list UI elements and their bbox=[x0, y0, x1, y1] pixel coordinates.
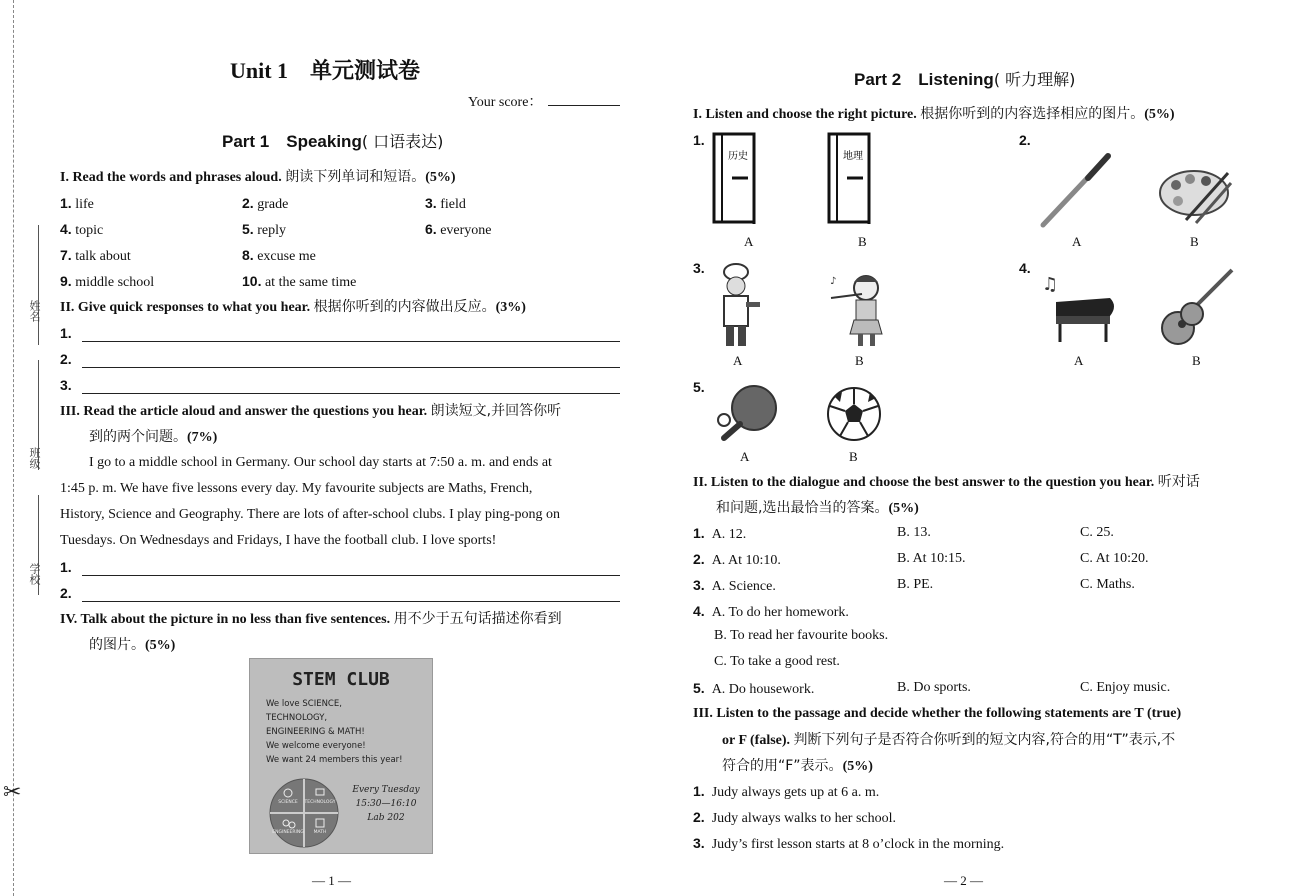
mc-num: 2. bbox=[693, 551, 705, 567]
poster-line: We want 24 members this year! bbox=[266, 755, 403, 765]
listening-sec2-heading-cont bbox=[716, 495, 919, 522]
stem-club-poster bbox=[249, 658, 433, 854]
book-a-title: 历史 bbox=[728, 151, 748, 162]
part1-title-en: Part 1 Speaking bbox=[222, 132, 362, 151]
mc-question bbox=[693, 525, 746, 543]
word-item bbox=[425, 195, 466, 213]
mc-num: 1. bbox=[693, 525, 705, 541]
answer-num: 1. bbox=[60, 325, 72, 341]
answer-line[interactable] bbox=[82, 601, 620, 602]
sec1-heading-cn: 朗读下列单词和短语。 bbox=[285, 169, 426, 185]
part2-title bbox=[854, 65, 1075, 90]
word-text: life bbox=[75, 197, 94, 212]
word-num: 6. bbox=[425, 221, 437, 237]
svg-text:♪: ♪ bbox=[830, 276, 837, 287]
word-text: at the same time bbox=[264, 275, 357, 290]
poster-line: We love SCIENCE, bbox=[266, 699, 342, 709]
sec3-heading-cn: 朗读短文,并回答你听 bbox=[430, 403, 562, 419]
palette-icon bbox=[1156, 165, 1236, 225]
word-text: reply bbox=[257, 223, 286, 238]
word-num: 2. bbox=[242, 195, 254, 211]
binding-line-name bbox=[38, 225, 39, 345]
mc-option-c: C. Enjoy music. bbox=[1080, 680, 1171, 695]
tf-statement bbox=[693, 783, 879, 801]
l-sec2-heading-en: II. Listen to the dialogue and choose the best answer to the question you hear. bbox=[693, 475, 1155, 490]
piano-icon bbox=[1040, 268, 1120, 344]
sec2-heading-cn: 根据你听到的内容做出反应。 bbox=[313, 299, 496, 315]
listening-sec1-heading bbox=[693, 101, 1175, 128]
speaking-sec4-heading-cont bbox=[89, 632, 175, 659]
sec3-score: (7%) bbox=[187, 430, 218, 445]
listening-sec2-heading bbox=[693, 469, 1200, 496]
tf-statement bbox=[693, 835, 1004, 853]
answer-num: 1. bbox=[60, 559, 72, 575]
word-text: topic bbox=[75, 223, 104, 238]
l-sec3-heading-en2: or F (false). bbox=[722, 733, 791, 748]
tf-text: Judy always walks to her school. bbox=[711, 811, 896, 826]
schedule-line: Lab 202 bbox=[367, 813, 405, 823]
ping-pong-icon bbox=[712, 382, 780, 444]
pic-label-a: A bbox=[1074, 353, 1084, 368]
pic-question-num: 5. bbox=[693, 379, 705, 395]
pic-label-a: A bbox=[733, 353, 743, 368]
part1-title bbox=[222, 127, 443, 152]
word-text: field bbox=[440, 197, 466, 212]
pic-question-num: 2. bbox=[1019, 132, 1031, 148]
answer-line[interactable] bbox=[82, 393, 620, 394]
score-field[interactable] bbox=[548, 105, 620, 106]
speaking-sec3-heading bbox=[60, 398, 622, 425]
word-text: everyone bbox=[440, 223, 492, 238]
listening-sec3-heading bbox=[693, 701, 1181, 727]
tf-num: 2. bbox=[693, 809, 705, 825]
cut-line bbox=[13, 0, 14, 896]
pic-label-a: A bbox=[740, 449, 750, 464]
part1-title-cn: ( 口语表达) bbox=[361, 132, 444, 151]
quadrant-label: MATH bbox=[313, 830, 327, 835]
pic-question-num: 1. bbox=[693, 132, 705, 148]
word-num: 1. bbox=[60, 195, 72, 211]
poster-schedule bbox=[348, 783, 424, 825]
svg-text:♫: ♫ bbox=[1042, 274, 1059, 295]
l-sec2-heading-cn2: 和问题,选出最恰当的答案。 bbox=[716, 500, 889, 516]
mc-option-b: B. PE. bbox=[897, 577, 934, 592]
tf-num: 1. bbox=[693, 783, 705, 799]
word-num: 9. bbox=[60, 273, 72, 289]
word-item bbox=[425, 221, 492, 239]
l-sec1-heading-en: I. Listen and choose the right picture. bbox=[693, 107, 917, 122]
article-line: 1:45 p. m. We have five lessons every day. My favourite subjects are Maths, French, bbox=[60, 481, 533, 496]
mc-num: 3. bbox=[693, 577, 705, 593]
mc-option-c: C. Maths. bbox=[1080, 577, 1135, 592]
word-text: grade bbox=[257, 197, 289, 212]
mc-option-c: C. 25. bbox=[1080, 525, 1114, 540]
l-sec2-score: (5%) bbox=[888, 501, 919, 516]
tf-statement bbox=[693, 809, 896, 827]
word-text: excuse me bbox=[257, 249, 316, 264]
word-text: talk about bbox=[75, 249, 131, 264]
chef-icon bbox=[710, 262, 762, 350]
word-num: 5. bbox=[242, 221, 254, 237]
word-item bbox=[242, 247, 316, 265]
word-num: 7. bbox=[60, 247, 72, 263]
answer-num: 3. bbox=[60, 377, 72, 393]
mc-option-a: A. Science. bbox=[711, 579, 776, 594]
poster-text bbox=[266, 697, 403, 767]
score-label: Your score： bbox=[468, 95, 543, 110]
word-item bbox=[242, 273, 356, 291]
sec4-score: (5%) bbox=[145, 638, 176, 653]
speaking-sec1-heading bbox=[60, 164, 456, 191]
margin-label-school: 学校 bbox=[28, 563, 41, 585]
scissors-icon: ✂ bbox=[3, 780, 22, 805]
tf-num: 3. bbox=[693, 835, 705, 851]
pic-label-b: B bbox=[849, 449, 858, 464]
stem-circle-icon bbox=[268, 777, 340, 849]
mc-option-a: A. 12. bbox=[711, 527, 747, 542]
pic-label-b: B bbox=[855, 353, 864, 368]
l-sec1-score: (5%) bbox=[1144, 107, 1175, 122]
sec1-heading-en: I. Read the words and phrases aloud. bbox=[60, 170, 282, 185]
listening-sec3-heading-cont2 bbox=[722, 753, 873, 780]
book-b-title: 地理 bbox=[843, 151, 863, 162]
word-item bbox=[60, 221, 103, 239]
pic-label-a: A bbox=[1072, 234, 1082, 249]
speaking-sec3-heading-cont bbox=[89, 424, 217, 451]
word-item bbox=[242, 195, 288, 213]
sec4-heading-cn2: 的图片。 bbox=[89, 637, 145, 653]
mc-question bbox=[693, 603, 849, 621]
part2-title-en: Part 2 Listening bbox=[854, 70, 994, 89]
l-sec3-heading-en: III. Listen to the passage and decide whether the following statements are T (true) bbox=[693, 706, 1182, 721]
part2-title-cn: ( 听力理解) bbox=[993, 70, 1076, 89]
mc-question bbox=[693, 680, 814, 698]
poster-title: STEM CLUB bbox=[292, 669, 390, 690]
word-item bbox=[60, 195, 94, 213]
mc-option-a: A. At 10:10. bbox=[711, 553, 781, 568]
mc-option-a: A. To do her homework. bbox=[711, 605, 849, 620]
quadrant-label: ENGINEERING bbox=[272, 830, 304, 835]
pic-question-num: 3. bbox=[693, 260, 705, 276]
mc-question bbox=[693, 551, 781, 569]
mc-option-a: A. Do housework. bbox=[711, 682, 815, 697]
l-sec1-heading-cn: 根据你听到的内容选择相应的图片。 bbox=[920, 106, 1145, 122]
sec4-heading-cn: 用不少于五句话描述你看到 bbox=[393, 611, 562, 627]
sec3-heading-cn2: 到的两个问题。 bbox=[89, 429, 187, 445]
poster-line: TECHNOLOGY, bbox=[266, 713, 328, 723]
mc-option-c: C. To take a good rest. bbox=[714, 654, 840, 669]
girl-flute-icon bbox=[826, 272, 892, 348]
margin-label-class: 班级 bbox=[28, 447, 41, 469]
word-num: 8. bbox=[242, 247, 254, 263]
sec4-heading-en: IV. Talk about the picture in no less than five sentences. bbox=[60, 612, 391, 627]
page-number-2: — 2 — bbox=[944, 873, 983, 888]
word-item bbox=[242, 221, 286, 239]
poster-line: We welcome everyone! bbox=[266, 741, 366, 751]
word-text: middle school bbox=[75, 275, 155, 290]
mc-question bbox=[693, 577, 776, 595]
pic-label-b: B bbox=[1190, 234, 1199, 249]
word-num: 10. bbox=[242, 273, 262, 289]
l-sec3-heading-cn2: 符合的用“F”表示。 bbox=[722, 758, 843, 774]
sec2-heading-en: II. Give quick responses to what you hear. bbox=[60, 300, 311, 315]
guitar-icon bbox=[1156, 266, 1238, 348]
answer-line[interactable] bbox=[82, 575, 620, 576]
answer-line[interactable] bbox=[82, 367, 620, 368]
pic-label-a: A bbox=[744, 234, 754, 249]
mc-num: 4. bbox=[693, 603, 705, 619]
page-number-1: — 1 — bbox=[312, 873, 351, 888]
answer-num: 2. bbox=[60, 585, 72, 601]
word-num: 3. bbox=[425, 195, 437, 211]
pic-label-b: B bbox=[1192, 353, 1201, 368]
mc-option-c: C. At 10:20. bbox=[1080, 551, 1149, 566]
speaking-sec4-heading bbox=[60, 606, 622, 633]
word-item bbox=[60, 273, 154, 291]
mc-option-b: B. To read her favourite books. bbox=[714, 628, 889, 643]
article-line: I go to a middle school in Germany. Our school day starts at 7:50 a. m. and ends at bbox=[89, 455, 552, 470]
l-sec3-heading-cn: 判断下列句子是否符合你听到的短文内容,符合的用“T”表示,不 bbox=[793, 732, 1176, 748]
quadrant-label: TECHNOLOGY bbox=[304, 800, 336, 805]
listening-sec3-heading-cont bbox=[722, 727, 1175, 754]
schedule-line: Every Tuesday bbox=[352, 785, 420, 795]
speaking-sec2-heading bbox=[60, 294, 526, 321]
mc-option-b: B. At 10:15. bbox=[897, 551, 966, 566]
pic-label-b: B bbox=[858, 234, 867, 249]
page-title: Unit 1 单元测试卷 bbox=[230, 58, 421, 83]
article-line: History, Science and Geography. There are lots of after-school clubs. I play ping-pong on bbox=[60, 507, 560, 522]
tf-text: Judy’s first lesson starts at 8 o’clock in the morning. bbox=[711, 837, 1005, 852]
geography-book-icon bbox=[827, 132, 873, 226]
tf-text: Judy always gets up at 6 a. m. bbox=[711, 785, 880, 800]
sec2-score: (3%) bbox=[495, 300, 526, 315]
pen-icon bbox=[1038, 150, 1118, 230]
quadrant-label: SCIENCE bbox=[278, 800, 298, 805]
margin-label-name: 姓名 bbox=[28, 300, 41, 322]
answer-num: 2. bbox=[60, 351, 72, 367]
l-sec2-heading-cn: 听对话 bbox=[1157, 474, 1200, 490]
pic-question-num: 4. bbox=[1019, 260, 1031, 276]
mc-num: 5. bbox=[693, 680, 705, 696]
word-num: 4. bbox=[60, 221, 72, 237]
mc-option-b: B. 13. bbox=[897, 525, 931, 540]
mc-option-b: B. Do sports. bbox=[897, 680, 971, 695]
article-line: Tuesdays. On Wednesdays and Fridays, I have the football club. I love sports! bbox=[60, 533, 497, 548]
football-icon bbox=[826, 386, 882, 442]
l-sec3-score: (5%) bbox=[842, 759, 873, 774]
schedule-line: 15:30—16:10 bbox=[355, 799, 417, 809]
poster-line: ENGINEERING & MATH! bbox=[266, 727, 365, 737]
history-book-icon bbox=[712, 132, 758, 226]
word-item bbox=[60, 247, 131, 265]
sec3-heading-en: III. Read the article aloud and answer the questions you hear. bbox=[60, 404, 428, 419]
sec1-score: (5%) bbox=[425, 170, 456, 185]
answer-line[interactable] bbox=[82, 341, 620, 342]
